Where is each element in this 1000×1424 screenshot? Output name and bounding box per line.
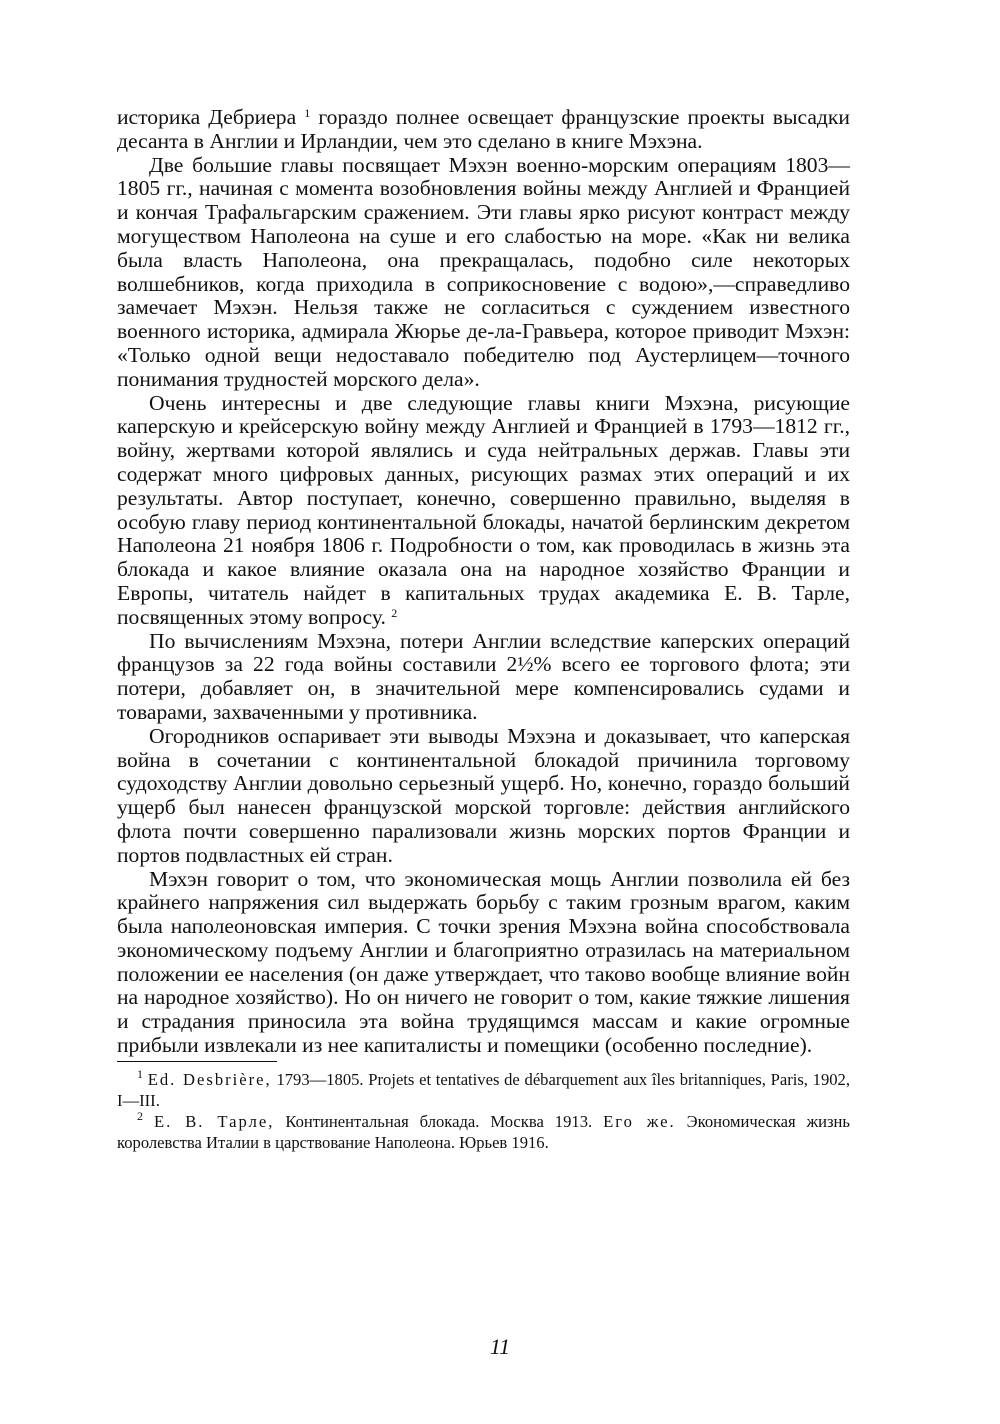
- page-number: 11: [489, 1334, 511, 1359]
- paragraph-1: Две большие главы посвящает Мэхэн военно-морским операциям 1803—1805 гг., начиная с момента возобновления войны между Англией и Францией и кончая Трафальгарским сражением. Эти главы ярко рисуют контраст между могуществом Наполеона на суше и его слабостью на море. «Как ни велика была власть Наполеона, она прекращалась, подобно силе некоторых волшебников, когда приходила в соприкосновение с водою»,—справедливо замечает Мэхэн. Нельзя также не согласиться с суждением известного военного историка, адмирала Жюрье де-ла-Гравьера, которое приводит Мэхэн: «Только одной вещи недоставало победителю под Аустерлицем—точного понимания трудностей морского дела».: [117, 152, 850, 391]
- paragraph-2-text: Очень интересны и две следующие главы книги Мэхэна, рисующие каперскую и крейсерскую войну между Англией и Францией в 1793—1812 гг., войну, жертвами которой являлись и суда нейтральных держав. Главы эти содержат много цифровых данных, рисующих размах этих операций и их результаты. Автор поступает, конечно, совершенно правильно, выделяя в особую главу период континентальной блокады, начатой берлинским декретом Наполеона 21 ноября 1806 г. Подробности о том, как проводилась в жизнь эта блокада и какое влияние оказала она на народное хозяйство Франции и Европы, читатель найдет в капитальных трудах академика Е. В. Тарле, посвященных этому вопросу.: [117, 390, 850, 629]
- paragraph-3: По вычислениям Мэхэна, потери Англии вследствие каперских операций французов за 22 года войны составили 2½% всего ее торгового флота; эти потери, добавляет он, в значительной мере компенсировались судами и товарами, захваченными у противника.: [117, 628, 850, 724]
- page-body: [117, 106, 850, 1153]
- footnote-2: [117, 1108, 850, 1153]
- paragraph-0-rest: гораздо полнее освещает французские проекты высадки десанта в Англии и Ирландии, чем это сделано в книге Мэхэна.: [117, 105, 850, 153]
- footnote-2-text-a: Континентальная блокада. Москва 1913.: [285, 1111, 593, 1131]
- footnote-divider: [117, 1061, 277, 1062]
- paragraph-4: Огородников оспаривает эти выводы Мэхэна и доказывает, что каперская война в сочетании с континентальной блокадой причинила торговому судоходству Англии довольно серьезный ущерб. Но, конечно, гораздо больший ущерб был нанесен французской морской торговле: действия английского флота почти совершенно парализовали жизнь морских портов Франции и портов подвластных ей стран.: [117, 723, 850, 867]
- footnote-2-author: Е. В. Тарле,: [153, 1111, 275, 1131]
- footnote-marker-2: 2: [391, 605, 398, 620]
- footnote-2-text-b: Экономическая жизнь королевства Италии в царствование Наполеона. Юрьев 1916.: [117, 1111, 850, 1152]
- paragraph-5: Мэхэн говорит о том, что экономическая мощь Англии позволила ей без крайнего напряжения сил выдержать борьбу с таким грозным врагом, каким была наполеоновская империя. С точки зрения Мэхэна война способствовала экономическому подъему Англии и благоприятно отразилась на материальном положении ее населения (он даже утверждает, что таково вообще влияние войн на народное хозяйство). Но он ничего не говорит о том, какие тяжкие лишения и страдания приносила эта война трудящимся массам и какие огромные прибыли извлекали из нее капиталисты и помещики (особенно последние).: [117, 866, 850, 1058]
- paragraph-0: [117, 106, 850, 154]
- paragraph-0-start: историка Дебриера: [117, 105, 297, 129]
- footnote-1: [117, 1066, 851, 1111]
- footnote-1-text: 1793—1805. Projets et tentatives de débarquement aux îles britanniques, Paris, 1902, I—III.: [117, 1069, 851, 1110]
- footnote-2-number: 2: [137, 1108, 143, 1123]
- paragraph-2: [117, 392, 850, 630]
- footnote-1-number: 1: [137, 1066, 143, 1081]
- footnote-1-author: Ed. Desbrière,: [147, 1069, 272, 1089]
- footnote-2-ego: Его же.: [603, 1111, 676, 1131]
- footnote-marker-1: 1: [304, 106, 311, 120]
